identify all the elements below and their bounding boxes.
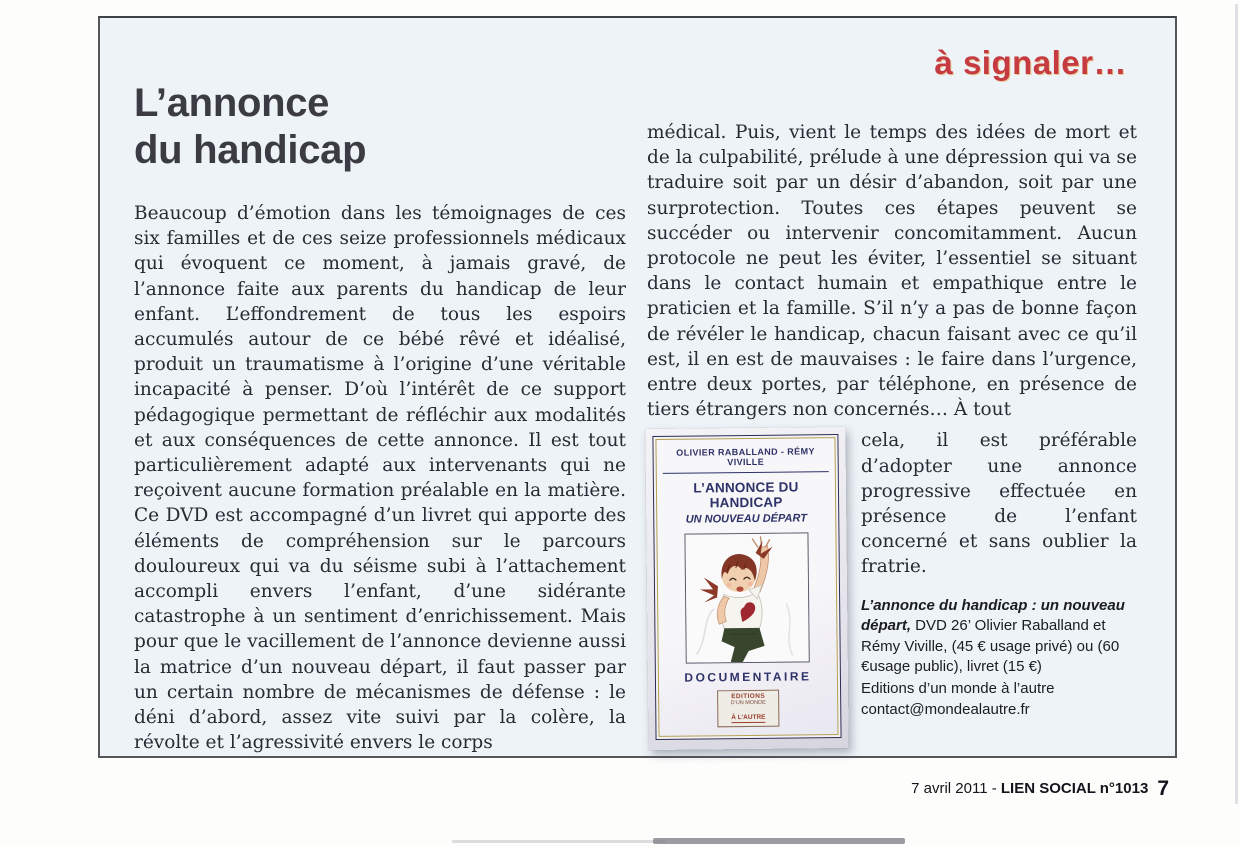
article-body-right-column <box>647 120 1137 749</box>
publisher-logo <box>717 690 779 727</box>
article-body-right-top: médical. Puis, vient le temps des idées de mort et de la culpabilité, prélude à une dépression qui va se traduire soit par un désir d’abandon, soit par une surprotection. Toutes ces étapes peuvent se succéder ou intervenir concomitamment. Aucun protocole ne peut les éviter, l’essentiel se situant dans le contact humain et empathique entre le praticien et la famille. S’il n’y a pas de bonne façon de révéler le handicap, chacun faisant avec ce qu’il est, il en est de mauvaises : le faire dans l’urgence, entre deux portes, par téléphone, en présence de tiers étrangers non concernés… À tout <box>647 122 1137 421</box>
publisher-logo-line-1: EDITIONS <box>731 693 766 701</box>
dvd-cover-outer-frame <box>652 434 841 740</box>
publisher-logo-line-3: À L’AUTRE <box>731 714 765 723</box>
page-panel <box>98 16 1177 758</box>
footer-journal-name: LIEN SOCIAL n°1013 <box>1000 780 1149 797</box>
caption-contact-email: contact@mondealautre.fr <box>861 701 1030 719</box>
caption-title: L’annonce du handicap : un nouveau départ, <box>861 596 1125 635</box>
dvd-cover-authors: OLIVIER RABALLAND - RÉMY VIVILLE <box>663 447 829 475</box>
article-title-line-1: L’annonce <box>134 81 330 125</box>
article-body-right-beside-image: cela, il est préférable d’adopter une annonce progressive effectuée en présence de l’enfant concerné et sans oublier la fratrie. <box>861 430 1137 578</box>
girl-illustration <box>685 534 808 663</box>
footer-page-number: 7 <box>1157 777 1169 800</box>
article-title <box>134 80 614 174</box>
dvd-cover-genre: DOCUMENTAIRE <box>684 669 812 686</box>
section-label: à signaler… <box>934 44 1127 81</box>
article-body-left-column: Beaucoup d’émotion dans les témoignages de ces six familles et de ces seize professionnels médicaux qui évoquent ce moment, à jamais gravé, de l’annonce faite aux parents du handicap de leur enfant. L’effondrement de tous les espoirs accumulés autour de ce bébé rêvé et idéalisé, produit un traumatisme à l’origine d’une véritable incapacité à penser. D’où l’intérêt de ce support pédagogique permettant de réfléchir aux modalités et aux conséquences de cette annonce. Il est tout particulièrement adapté aux intervenants qui ne reçoivent aucune formation préalable en la matière. Ce DVD est accompagné d’un livret qui apporte des éléments de compréhension sur le parcours douloureux qui va du séisme subi à l’attachement accompli envers l’enfant, d’une sidérante catastrophe à un sentiment d’enrichissement. Mais pour que le vacillement de l’annonce devienne aussi la matrice d’un nouveau départ, il faut passer par un certain nombre de mécanismes de défense : le déni d’abord, assez vite suivi par la colère, la révolte et l’agressivité envers le corps <box>134 203 626 754</box>
image-and-wrapped-text-row <box>647 428 1137 749</box>
dvd-cover-title: L’ANNONCE DU HANDICAP <box>693 479 799 511</box>
article-title-line-2: du handicap <box>134 128 367 172</box>
scan-artifact-bottom-dark <box>653 838 905 844</box>
dvd-cover-illustration <box>684 533 809 664</box>
book-caption <box>861 596 1137 721</box>
scan-artifact-bottom-light <box>452 840 667 843</box>
dvd-cover-subtitle: UN NOUVEAU DÉPART <box>685 512 807 527</box>
scan-artifact-right-edge <box>1235 4 1238 804</box>
caption-details: DVD 26’ Olivier Raballand et Rémy Viville, (45 € usage privé) ou (60 €usage public), livret (15 €) <box>861 617 1120 676</box>
publisher-logo-line-2: D’UN MONDE <box>730 700 766 707</box>
dvd-cover-inner <box>655 438 838 738</box>
footer-date: 7 avril 2011 - <box>911 780 1001 797</box>
dvd-cover <box>645 427 848 750</box>
wrapped-text-column <box>861 428 1137 720</box>
caption-publisher: Editions d’un monde à l’autre <box>861 679 1055 697</box>
page-footer <box>911 777 1169 801</box>
